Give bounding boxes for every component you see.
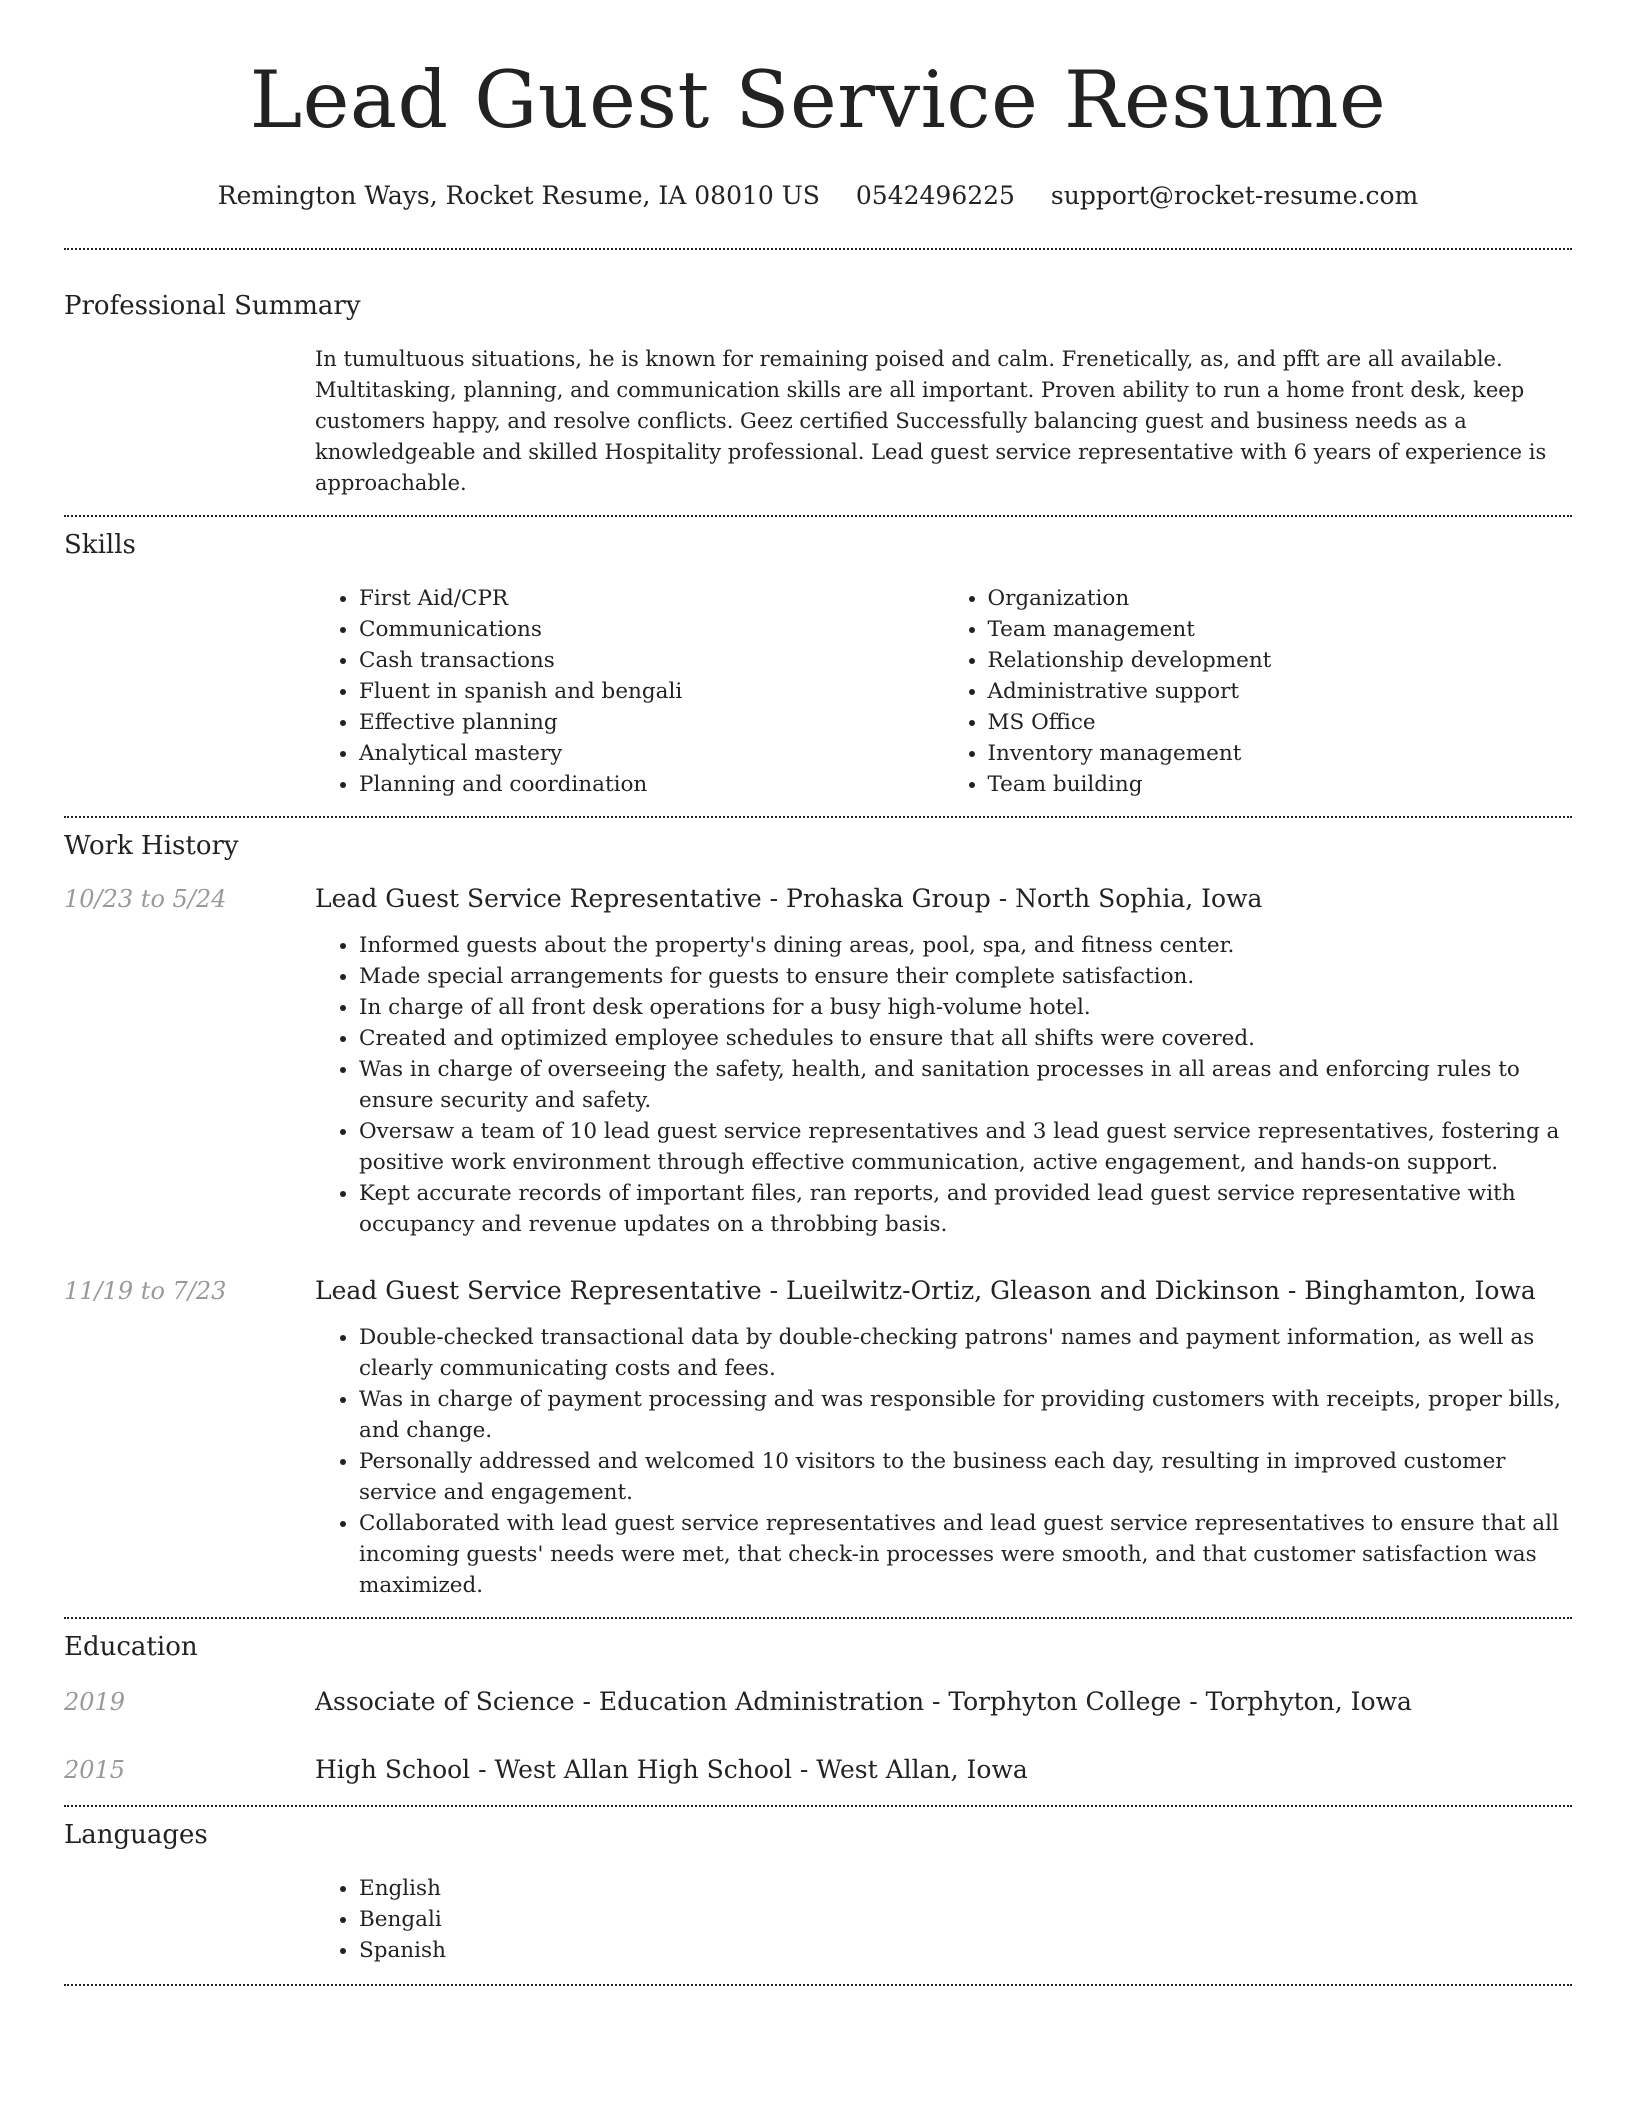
education-heading: Education [64, 1632, 198, 1662]
skill-item: • Organization [988, 583, 1573, 614]
work-heading: Work History [64, 831, 239, 861]
skill-item: • First Aid/CPR [359, 583, 944, 614]
divider [64, 1617, 1572, 1619]
education-date: 2015 [64, 1756, 126, 1784]
skills-heading: Skills [64, 530, 136, 560]
resume-page [64, 0, 1572, 1986]
contact-line [64, 180, 1572, 212]
divider [64, 515, 1572, 517]
skill-item: • Effective planning [359, 707, 944, 738]
education-date: 2019 [64, 1688, 126, 1716]
job-bullet: • Was in charge of overseeing the safety, health, and sanitation processes in all areas and enforcing rules to ensure security and safety. [359, 1054, 1572, 1116]
skills-list-right [944, 583, 1573, 800]
job-date: 11/19 to 7/23 [64, 1277, 227, 1305]
education-item [64, 1753, 1572, 1787]
summary-heading: Professional Summary [64, 291, 361, 321]
job-bullet: • Oversaw a team of 10 lead guest service representatives and 3 lead guest service representatives, fostering a positive work environment through effective communication, active engagement, and hands-on support. [359, 1116, 1572, 1178]
skills-columns [315, 583, 1572, 800]
summary-text: In tumultuous situations, he is known for remaining poised and calm. Frenetically, as, and pfft are all available. Multitasking, planning, and communication skills are all important. Proven ability to run a home front desk, keep customers happy, and resolve conflicts. Geez certified Successfully balancing guest and business needs as a knowledgeable and skilled Hospitality professional. Lead guest service representative with 6 years of experience is approachable. [315, 347, 1547, 495]
skill-item: • Relationship development [988, 645, 1573, 676]
skill-item: • Administrative support [988, 676, 1573, 707]
job-bullet: • Personally addressed and welcomed 10 visitors to the business each day, resulting in improved customer service and engagement. [359, 1446, 1572, 1508]
job-entry [64, 1274, 1572, 1601]
contact-email: support@rocket-resume.com [1050, 181, 1419, 210]
skill-item: • Team building [988, 769, 1573, 800]
job-entry [64, 882, 1572, 1240]
divider [64, 1805, 1572, 1807]
skill-item: • Communications [359, 614, 944, 645]
job-bullet: • Made special arrangements for guests to ensure their complete satisfaction. [359, 961, 1572, 992]
job-bullets [315, 1322, 1572, 1601]
contact-phone: 0542496225 [855, 181, 1015, 210]
divider [64, 1984, 1572, 1986]
job-date: 10/23 to 5/24 [64, 885, 227, 913]
languages-heading: Languages [64, 1820, 208, 1850]
skill-item: • Analytical mastery [359, 738, 944, 769]
skills-list-left [315, 583, 944, 800]
summary-section [64, 290, 1572, 499]
skill-item: • Fluent in spanish and bengali [359, 676, 944, 707]
job-title: Lead Guest Service Representative - Prohaska Group - North Sophia, Iowa [315, 884, 1263, 913]
skills-section [64, 529, 1572, 800]
job-bullet: • Was in charge of payment processing and was responsible for providing customers with receipts, proper bills, and change. [359, 1384, 1572, 1446]
job-title: Lead Guest Service Representative - Lueilwitz-Ortiz, Gleason and Dickinson - Binghamton, Iowa [315, 1276, 1536, 1305]
language-item: • Spanish [359, 1935, 1572, 1966]
job-bullet: • Double-checked transactional data by double-checking patrons' names and payment information, as well as clearly communicating costs and fees. [359, 1322, 1572, 1384]
education-item [64, 1685, 1572, 1753]
divider [64, 248, 1572, 250]
languages-section [64, 1819, 1572, 1966]
contact-address: Remington Ways, Rocket Resume, IA 08010 US [217, 181, 820, 210]
resume-title: Lead Guest Service Resume [249, 54, 1387, 146]
skill-item: • Inventory management [988, 738, 1573, 769]
languages-list [315, 1873, 1572, 1966]
divider [64, 816, 1572, 818]
skill-item: • Cash transactions [359, 645, 944, 676]
education-title: High School - West Allan High School - West Allan, Iowa [315, 1755, 1028, 1784]
language-item: • English [359, 1873, 1572, 1904]
skill-item: • Team management [988, 614, 1573, 645]
job-bullet: • In charge of all front desk operations for a busy high-volume hotel. [359, 992, 1572, 1023]
language-item: • Bengali [359, 1904, 1572, 1935]
work-section [64, 830, 1572, 1601]
job-bullet: • Informed guests about the property's dining areas, pool, spa, and fitness center. [359, 930, 1572, 961]
education-section [64, 1631, 1572, 1787]
skill-item: • MS Office [988, 707, 1573, 738]
job-bullet: • Kept accurate records of important files, ran reports, and provided lead guest service representative with occupancy and revenue updates on a throbbing basis. [359, 1178, 1572, 1240]
education-title: Associate of Science - Education Administration - Torphyton College - Torphyton, Iowa [315, 1687, 1412, 1716]
job-bullet: • Collaborated with lead guest service representatives and lead guest service representatives to ensure that all incoming guests' needs were met, that check-in processes were smooth, and that customer satisfaction was maximized. [359, 1508, 1572, 1601]
skill-item: • Planning and coordination [359, 769, 944, 800]
job-bullet: • Created and optimized employee schedules to ensure that all shifts were covered. [359, 1023, 1572, 1054]
job-bullets [315, 930, 1572, 1240]
